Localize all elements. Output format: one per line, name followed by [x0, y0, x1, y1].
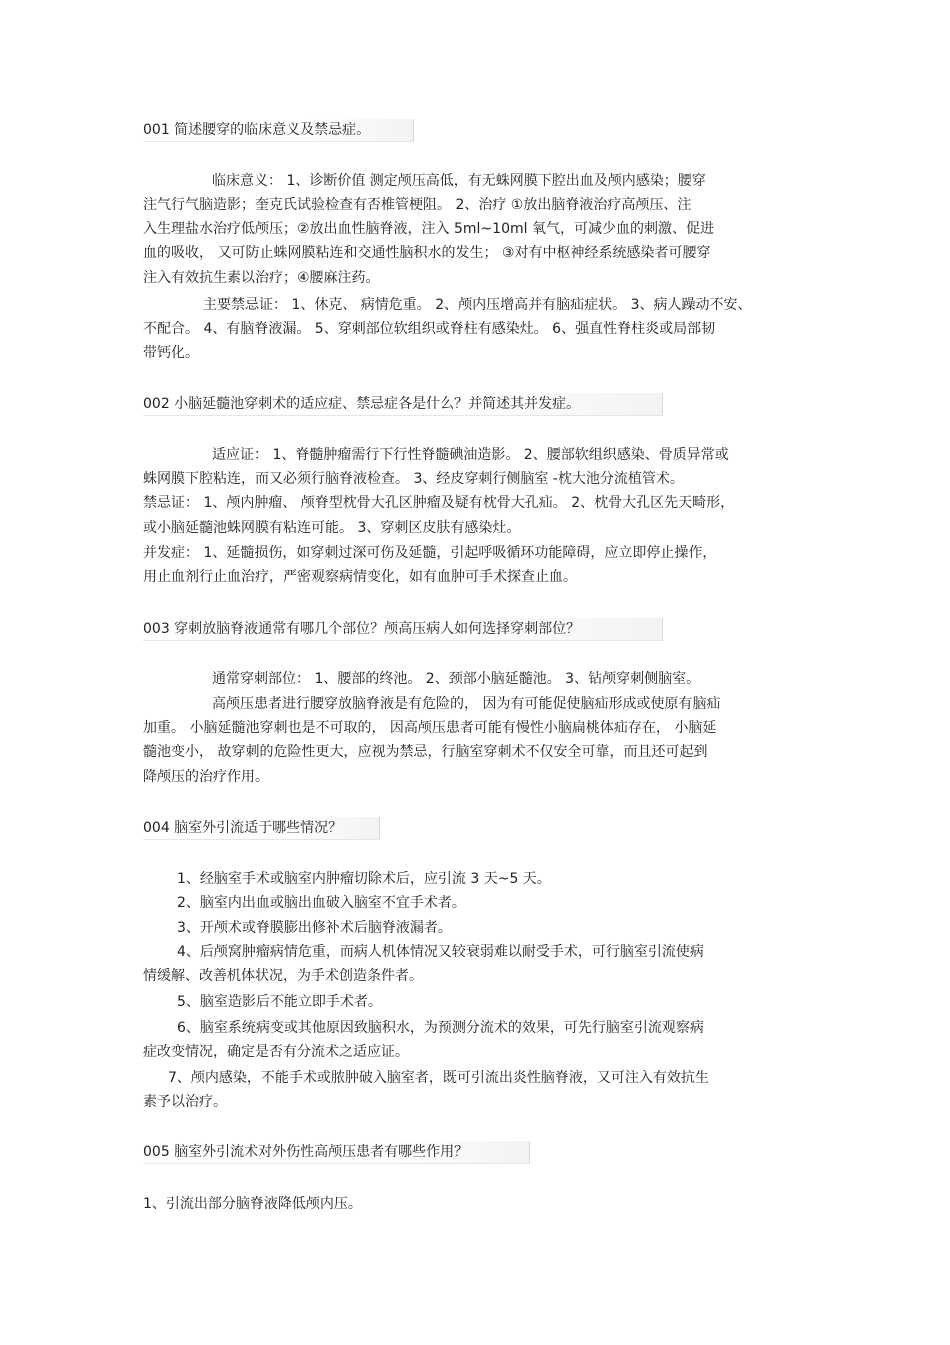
q003-line-1: 通常穿刺部位： 1、腰部的终池。 2、颈部小脑延髓池。 3、钻颅穿刺侧脑室。 [212, 671, 701, 687]
q001-line-2: 注气行气脑造影；奎克氏试验检查有否椎管梗阻。 2、治疗 ①放出脑脊液治疗高颅压、注 [143, 197, 692, 213]
q001-line-6: 主要禁忌证： 1、休克、 病情危重。 2、颅内压增高并有脑疝症状。 3、病人躁动不安、 [203, 297, 752, 313]
q005-line-1: 1、引流出部分脑脊液降低颅内压。 [143, 1196, 362, 1212]
q001-line-3: 入生理盐水治疗低颅压；②放出血性脑脊液，注入 5ml~10ml 氧气，可减少血的刺激、促进 [143, 221, 714, 237]
q001-line-8: 带钙化。 [143, 345, 199, 361]
q004-line-9: 7、颅内感染，不能手术或脓肿破入脑室者，既可引流出炎性脑脊液，又可注入有效抗生 [168, 1070, 709, 1086]
question-002-heading: 002 小脑延髓池穿刺术的适应症、禁忌症各是什么？并简述其并发症。 [143, 393, 663, 416]
q002-line-5: 并发症： 1、延髓损伤，如穿刺过深可伤及延髓，引起呼吸循环功能障碍，应立即停止操作， [143, 545, 717, 561]
q002-line-1: 适应证： 1、脊髓肿瘤需行下行性脊髓碘油造影。 2、腰部软组织感染、骨质异常或 [212, 447, 729, 463]
q004-line-4: 4、后颅窝肿瘤病情危重，而病人机体情况又较衰弱难以耐受手术，可行脑室引流使病 [177, 944, 704, 960]
q004-line-8: 症改变情况，确定是否有分流术之适应证。 [143, 1044, 409, 1060]
q004-line-3: 3、开颅术或脊膜膨出修补术后脑脊液漏者。 [177, 920, 452, 936]
q001-line-5: 注入有效抗生素以治疗；④腰麻注药。 [143, 270, 380, 286]
q004-line-1: 1、经脑室手术或脑室内肿瘤切除术后，应引流 3 天~5 天。 [177, 871, 551, 887]
question-005-heading: 005 脑室外引流术对外伤性高颅压患者有哪些作用？ [143, 1141, 530, 1164]
q001-line-1: 临床意义： 1、诊断价值 测定颅压高低，有无蛛网膜下腔出血及颅内感染；腰穿 [212, 173, 706, 189]
q001-line-7: 不配合。 4、有脑脊液漏。 5、穿刺部位软组织或脊柱有感染灶。 6、强直性脊柱炎或局部韧 [143, 321, 716, 337]
q002-line-3: 禁忌证： 1、颅内肿瘤、 颅脊型枕骨大孔区肿瘤及疑有枕骨大孔疝。 2、枕骨大孔区先天畸形， [143, 495, 735, 511]
q002-line-6: 用止血剂行止血治疗，严密观察病情变化，如有血肿可手术探查止血。 [143, 569, 577, 585]
question-004-heading: 004 脑室外引流适于哪些情况？ [143, 817, 380, 840]
q003-line-3: 加重。 小脑延髓池穿刺也是不可取的， 因高颅压患者可能有慢性小脑扁桃体疝存在， 小脑延 [143, 720, 717, 736]
q004-line-10: 素予以治疗。 [143, 1094, 227, 1110]
q004-line-7: 6、脑室系统病变或其他原因致脑积水，为预测分流术的效果，可先行脑室引流观察病 [177, 1020, 704, 1036]
q004-line-2: 2、脑室内出血或脑出血破入脑室不宜手术者。 [177, 895, 466, 911]
q004-line-6: 5、脑室造影后不能立即手术者。 [177, 994, 382, 1010]
q002-line-2: 蛛网膜下腔粘连，而又必须行脑脊液检查。 3、经皮穿刺行侧脑室 -枕大池分流植管术。 [143, 471, 684, 487]
q003-line-2: 高颅压患者进行腰穿放脑脊液是有危险的， 因为有可能促使脑疝形成或使原有脑疝 [212, 696, 721, 712]
question-003-heading: 003 穿刺放脑脊液通常有哪几个部位？颅高压病人如何选择穿刺部位？ [143, 618, 663, 641]
q002-line-4: 或小脑延髓池蛛网膜有粘连可能。 3、穿刺区皮肤有感染灶。 [143, 520, 521, 536]
q001-line-4: 血的吸收， 又可防止蛛网膜粘连和交通性脑积水的发生； ③对有中枢神经系统感染者可腰穿 [143, 245, 711, 261]
q003-line-4: 髓池变小， 故穿刺的危险性更大，应视为禁忌，行脑室穿刺术不仅安全可靠，而且还可起到 [143, 744, 708, 760]
q003-line-5: 降颅压的治疗作用。 [143, 769, 269, 785]
question-001-heading: 001 简述腰穿的临床意义及禁忌症。 [143, 119, 414, 142]
q004-line-5: 情缓解、改善机体状况，为手术创造条件者。 [143, 968, 423, 984]
